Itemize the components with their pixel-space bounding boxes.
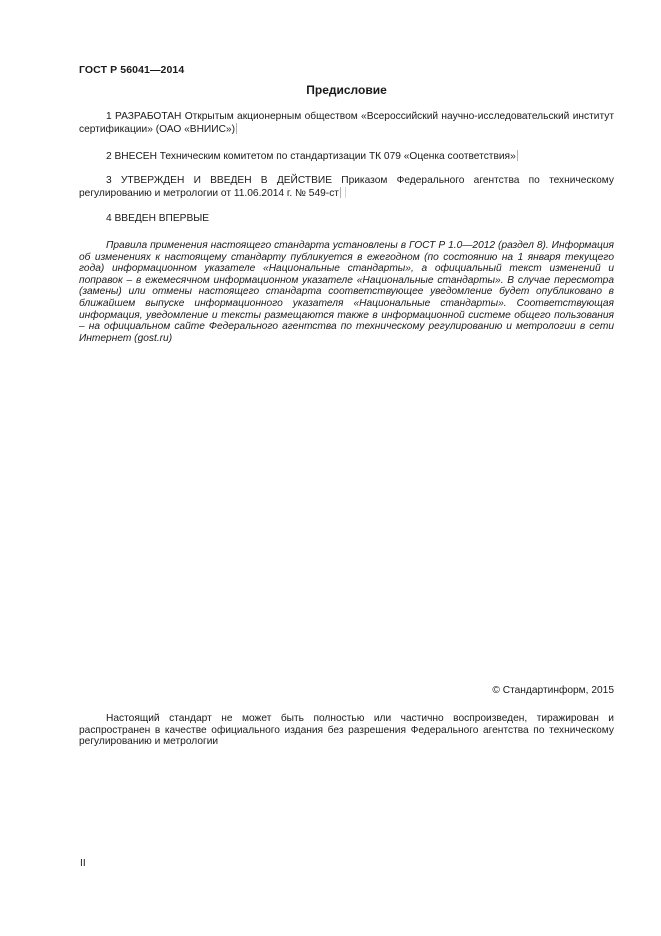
edit-mark	[345, 187, 346, 198]
edit-mark	[340, 187, 341, 198]
preface-item-developed	[79, 111, 614, 135]
copyright: © Стандартинформ, 2015	[492, 685, 614, 696]
preface-item-text: 4 ВВЕДЕН ВПЕРВЫЕ	[106, 213, 210, 224]
page-number: II	[80, 858, 86, 869]
reproduction-notice: Настоящий стандарт не может быть полностью или частично воспроизведен, тиражирован и распространен в качестве официального издания без разрешения Федерального агентства по техническому регулированию и метрологии	[79, 713, 614, 748]
document-code: ГОСТ Р 56041—2014	[79, 64, 185, 76]
preface-title: Предисловие	[306, 83, 387, 97]
preface-item-text: 3 УТВЕРЖДЕН И ВВЕДЕН В ДЕЙСТВИЕ Приказом Федерального агентства по техническому регулированию и метрологии от 11.06.2014 г. № 549-ст	[79, 175, 614, 199]
preface-item-first-introduced	[79, 213, 614, 225]
preface-item-submitted	[79, 150, 614, 163]
rules-note: Правила применения настоящего стандарта установлены в ГОСТ Р 1.0—2012 (раздел 8). Информация об изменениях к настоящему стандарту публикуется в ежегодном (по состоянию на 1 января текущего года) информационном указателе «Национальные стандарты», а официальный текст изменений и поправок – в ежемесячном информационном указателе «Национальные стандарты». В случае пересмотра (замены) или отмены настоящего стандарта соответствующее уведомление будет опубликовано в ближайшем выпуске информационного указателя «Национальные стандарты». Соответствующая информация, уведомление и тексты размещаются также в информационной системе общего пользования – на официальном сайте Федерального агентства по техническому регулированию и метрологии в сети Интернет (gost.ru)	[79, 240, 614, 344]
preface-item-approved	[79, 175, 614, 199]
edit-mark	[236, 123, 237, 134]
edit-mark	[517, 150, 518, 161]
preface-item-text: 1 РАЗРАБОТАН Открытым акционерным обществом «Всероссийский научно-исследовательский институт сертификации» (ОАО «ВНИИС»)	[79, 111, 614, 135]
preface-item-text: 2 ВНЕСЕН Техническим комитетом по стандартизации ТК 079 «Оценка соответствия»	[106, 151, 516, 162]
